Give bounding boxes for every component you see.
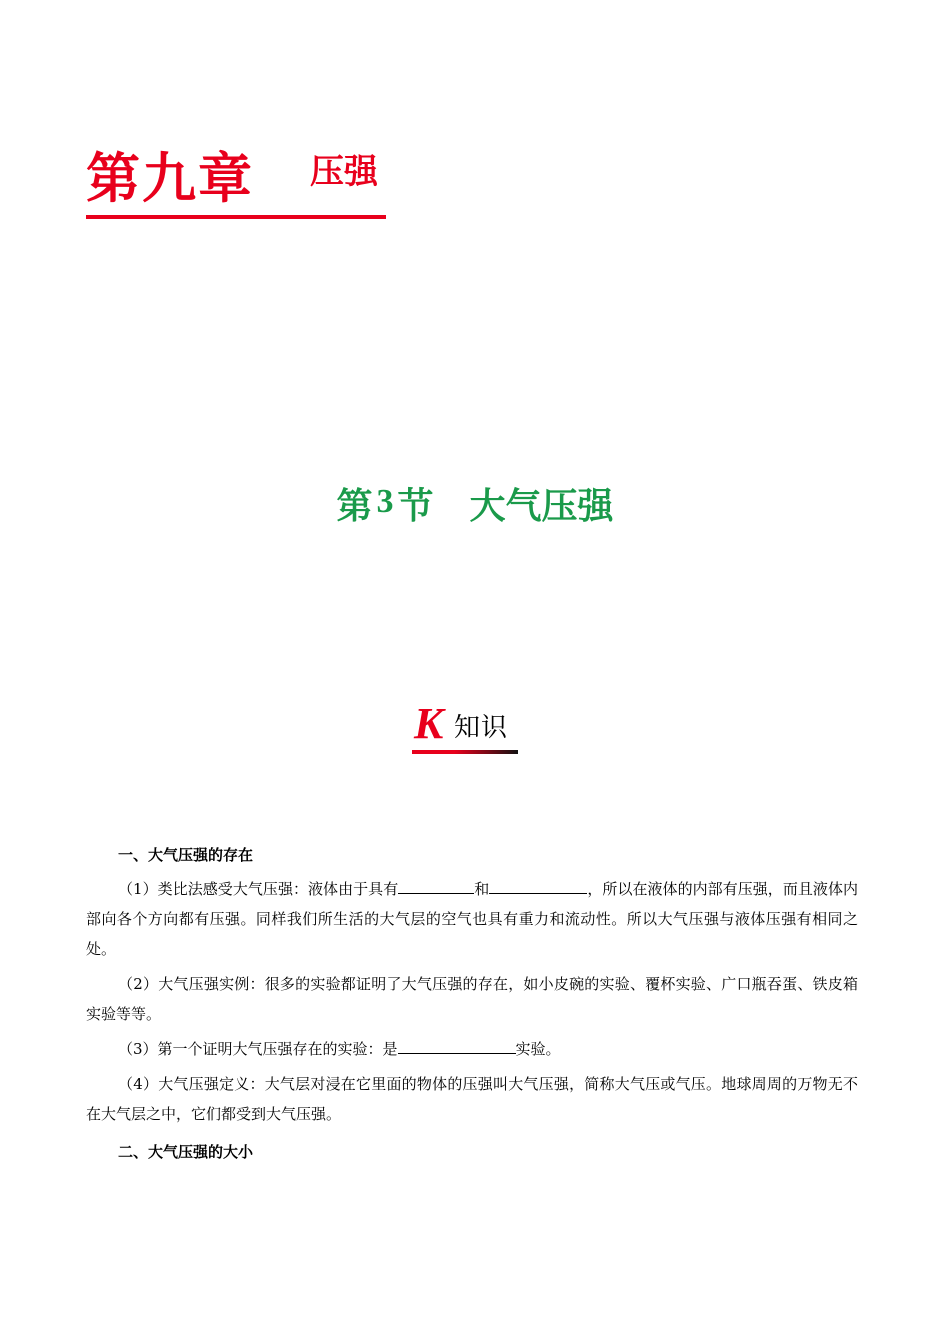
- section-suffix: 节: [397, 485, 434, 527]
- paragraph-1-part-b: 和: [474, 880, 490, 898]
- section-title: [0, 478, 950, 529]
- paragraph-3-part-a: （3）第一个证明大气压强存在的实验：是: [118, 1040, 398, 1058]
- fill-blank-3[interactable]: [398, 1037, 516, 1054]
- banner-underline: [412, 750, 518, 754]
- k-letter-icon: K: [414, 699, 444, 748]
- fill-blank-1[interactable]: [398, 877, 474, 894]
- section-number: 3: [376, 483, 394, 520]
- paragraph-3: [86, 1034, 858, 1064]
- chapter-title: [86, 136, 386, 219]
- paragraph-3-part-b: 实验。: [515, 1040, 561, 1058]
- paragraph-4: （4）大气压强定义：大气层对浸在它里面的物体的压强叫大气压强，简称大气压或气压。地球周周的万物无不在大气层之中，它们都受到大气压强。: [86, 1075, 858, 1123]
- paragraph-1-part-a: （1）类比法感受大气压强：液体由于具有: [118, 880, 399, 898]
- paragraph-1-part-c: ，所以在液体的内部有压强，而且液体内部向各个方向都有压强。同样我们所生活的大气层的空气也具有重力和流动性。所以大气压强与液体压强有相同之处。: [86, 880, 858, 958]
- section-prefix: 第: [336, 485, 373, 527]
- knowledge-banner: [412, 700, 520, 758]
- fill-blank-2[interactable]: [489, 877, 587, 894]
- paragraph-1: [86, 874, 858, 964]
- section-name: 大气压强: [469, 485, 614, 527]
- knowledge-label: 知识: [454, 713, 509, 743]
- heading-magnitude: 二、大气压强的大小: [118, 1143, 254, 1161]
- document-body: [86, 840, 858, 1171]
- paragraph-2: （2）大气压强实例：很多的实验都证明了大气压强的存在，如小皮碗的实验、覆杯实验、广口瓶吞蛋、铁皮箱实验等等。: [86, 975, 858, 1023]
- heading-existence: 一、大气压强的存在: [118, 846, 254, 864]
- chapter-name: 压强: [310, 152, 378, 192]
- chapter-number: 第九章: [86, 146, 254, 210]
